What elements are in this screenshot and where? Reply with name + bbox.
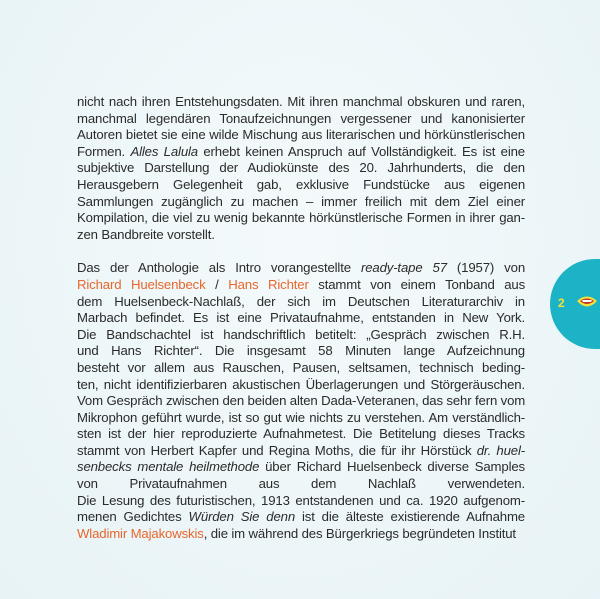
text-line	[77, 343, 525, 360]
text-line	[77, 160, 525, 177]
track-number: 2	[558, 296, 565, 310]
paragraph-2	[77, 260, 525, 542]
text-line	[77, 493, 525, 510]
text-run: erhebt keinen Anspruch auf Vollständigkeit. Es ist eine	[197, 143, 525, 159]
text-run: über Richard Huelsenbeck diverse Samples	[259, 459, 525, 475]
text-line	[77, 210, 525, 227]
text-line	[77, 194, 525, 211]
text-line	[77, 111, 525, 128]
text-line	[77, 94, 525, 111]
text-run: Kompilation, die viel zu wenig bekannte hörkünstlerische Formen in ihrer gan-	[77, 210, 525, 226]
text-line	[77, 377, 525, 394]
text-line	[77, 294, 525, 311]
italic-title: senbecks mentale heilmethode	[77, 459, 260, 475]
text-run: , die im während des Bürgerkriegs begründeten Institut	[203, 525, 516, 541]
text-line	[77, 459, 525, 476]
text-run: Marbach befindet. Es ist eine Privataufnahme, entstanden in New York.	[77, 310, 525, 326]
text-run: besteht vor allem aus Rauschen, Pausen, seltsamen, technisch beding-	[77, 359, 525, 375]
text-run: Vom Gespräch zwischen den beiden alten Dada-Veteranen, das sehr fern vom	[77, 393, 526, 409]
text-line	[77, 443, 525, 460]
text-line	[77, 393, 525, 410]
body-text	[77, 94, 525, 542]
text-line	[77, 410, 525, 427]
text-run: zen Bandbreite vorstellt.	[77, 226, 215, 242]
text-run: ist die älteste existierende Aufnahme	[295, 509, 525, 525]
text-line	[77, 426, 525, 443]
text-line	[77, 476, 525, 493]
paragraph-1	[77, 94, 525, 243]
text-run: manchmal legendären Tonaufzeichnungen vergessener und kanonisierter	[77, 110, 525, 126]
text-line	[77, 227, 525, 244]
text-run: subjektive Darstellung der Audiokünste des 20. Jahrhunderts, die den	[77, 160, 525, 176]
text-line	[77, 177, 525, 194]
text-run: sten ist der hier reproduzierte Aufnahmetest. Die Betitelung dieses Tracks	[77, 426, 525, 442]
text-line	[77, 310, 525, 327]
italic-title: ready-tape 57	[360, 260, 447, 276]
text-run: von Privataufnahmen aus dem Nachlaß verwendeten.	[77, 476, 525, 492]
italic-title: Würden Sie denn	[188, 509, 296, 525]
text-run: Formen.	[77, 143, 131, 159]
text-run: dem Huelsenbeck-Nachlaß, der sich im Deutschen Literaturarchiv in	[77, 293, 525, 309]
artist-name: Wladimir Majakowskis	[77, 525, 204, 541]
text-run: (1957) von	[446, 260, 525, 276]
text-run: stammt von Herbert Kapfer und Regina Moths, die für ihr Hörstück	[77, 442, 477, 458]
text-run: nicht nach ihren Entstehungsdaten. Mit ihren manchmal obskuren und raren,	[77, 94, 525, 109]
text-run: Herausgebern Gelegenheit gab, exklusive Fundstücke aus eigenen	[77, 176, 525, 192]
text-run: Sammlungen zugänglich zu machen – immer freilich mit dem Ziel einer	[77, 193, 525, 209]
text-run: /	[205, 276, 229, 292]
text-line	[77, 526, 525, 543]
text-run: Mikrophon geführt wurde, ist so gut wie nichts zu verstehen. Am verständlich-	[77, 409, 525, 425]
text-line	[77, 327, 525, 344]
text-run: Autoren bietet sie eine wilde Mischung aus literarischen und hörkünstlerischen	[77, 127, 525, 143]
text-run: Die Lesung des futuristischen, 1913 entstandenen und ca. 1920 aufgenom-	[77, 492, 525, 508]
text-line	[77, 509, 525, 526]
artist-name: Richard Huelsenbeck	[77, 276, 206, 292]
italic-title: dr. huel-	[476, 442, 525, 458]
text-line	[77, 260, 525, 277]
text-line	[77, 127, 525, 144]
text-line	[77, 360, 525, 377]
text-run: und Hans Richter“. Die insgesamt 58 Minuten lange Aufzeichnung	[77, 343, 525, 359]
text-line	[77, 277, 525, 294]
text-run: Die Bandschachtel ist handschriftlich betitelt: „Gespräch zwischen R.H.	[77, 326, 525, 342]
artist-name: Hans Richter	[228, 276, 309, 292]
italic-title: Alles Lalula	[130, 143, 198, 159]
mouth-icon	[575, 292, 599, 317]
text-run: ten, nicht identifizierbaren akustischen Überlagerungen und Störgeräuschen.	[77, 376, 525, 392]
text-run: Das der Anthologie als Intro vorangestellte	[77, 260, 361, 276]
text-line	[77, 144, 525, 161]
text-run: menen Gedichtes	[77, 509, 189, 525]
paragraph-gap	[77, 243, 525, 260]
text-run: stammt von einem Tonband aus	[308, 276, 526, 292]
